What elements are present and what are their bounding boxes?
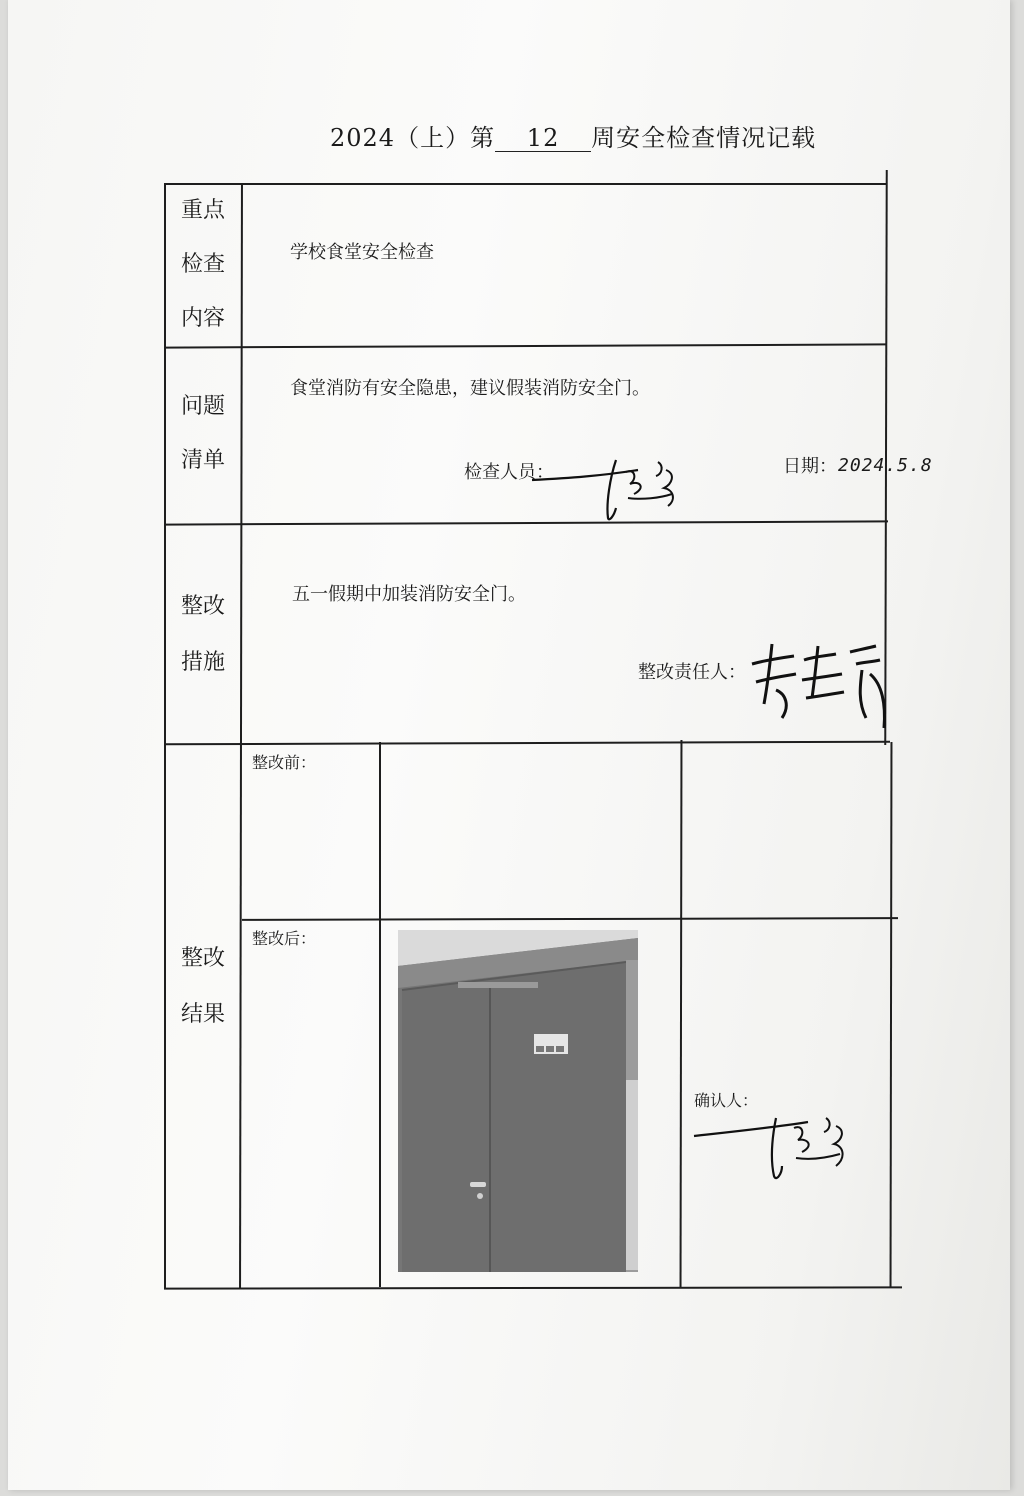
label-line-1: 整改 — [180, 594, 225, 619]
table-divider-3 — [164, 741, 890, 745]
measures-text: 五一假期中加装消防安全门。 — [292, 584, 526, 605]
inspection-content-text: 学校食堂安全检查 — [290, 242, 434, 263]
date-label: 日期： — [783, 456, 837, 477]
issue-text: 食堂消防有安全隐患，建议假装消防安全门。 — [290, 378, 650, 399]
inspector-label: 检查人员： — [464, 462, 554, 483]
document-page — [8, 0, 1010, 1490]
label-line-2: 清单 — [180, 448, 225, 473]
label-line-2: 检查 — [180, 252, 225, 277]
label-line-2: 结果 — [180, 1002, 225, 1027]
table-border-top — [164, 183, 886, 185]
title-prefix: 2024（上）第 — [330, 124, 496, 152]
confirm-label: 确认人： — [694, 1091, 759, 1110]
label-line-2: 措施 — [180, 650, 225, 675]
table-divider-4 — [242, 917, 898, 920]
responsible-signature — [746, 634, 896, 734]
after-rectification-photo — [398, 930, 638, 1272]
label-line-1: 整改 — [180, 946, 225, 971]
fire-door-image — [398, 930, 638, 1272]
before-label: 整改前： — [252, 753, 317, 772]
responsible-label: 整改责任人： — [638, 662, 746, 683]
table-divider-2 — [164, 520, 888, 525]
confirmer-signature — [690, 1110, 870, 1190]
table-border-bottom — [164, 1286, 902, 1289]
title-suffix: 周安全检查情况记载 — [591, 124, 817, 152]
date-value: 2024.5.8 — [838, 455, 933, 476]
result-column-line-1 — [379, 742, 381, 1287]
label-line-1: 重点 — [180, 198, 225, 223]
table-border-left — [164, 183, 166, 1288]
label-line-1: 问题 — [180, 394, 225, 419]
result-column-line-2 — [680, 740, 682, 1287]
label-column-line — [239, 183, 242, 1288]
after-label: 整改后： — [252, 929, 317, 948]
label-line-3: 内容 — [180, 306, 225, 331]
week-number: 12 — [495, 125, 591, 152]
inspector-signature — [530, 448, 690, 528]
page-title — [330, 118, 816, 153]
table-border-right-lower — [890, 742, 892, 1288]
table-divider-1 — [164, 343, 886, 348]
